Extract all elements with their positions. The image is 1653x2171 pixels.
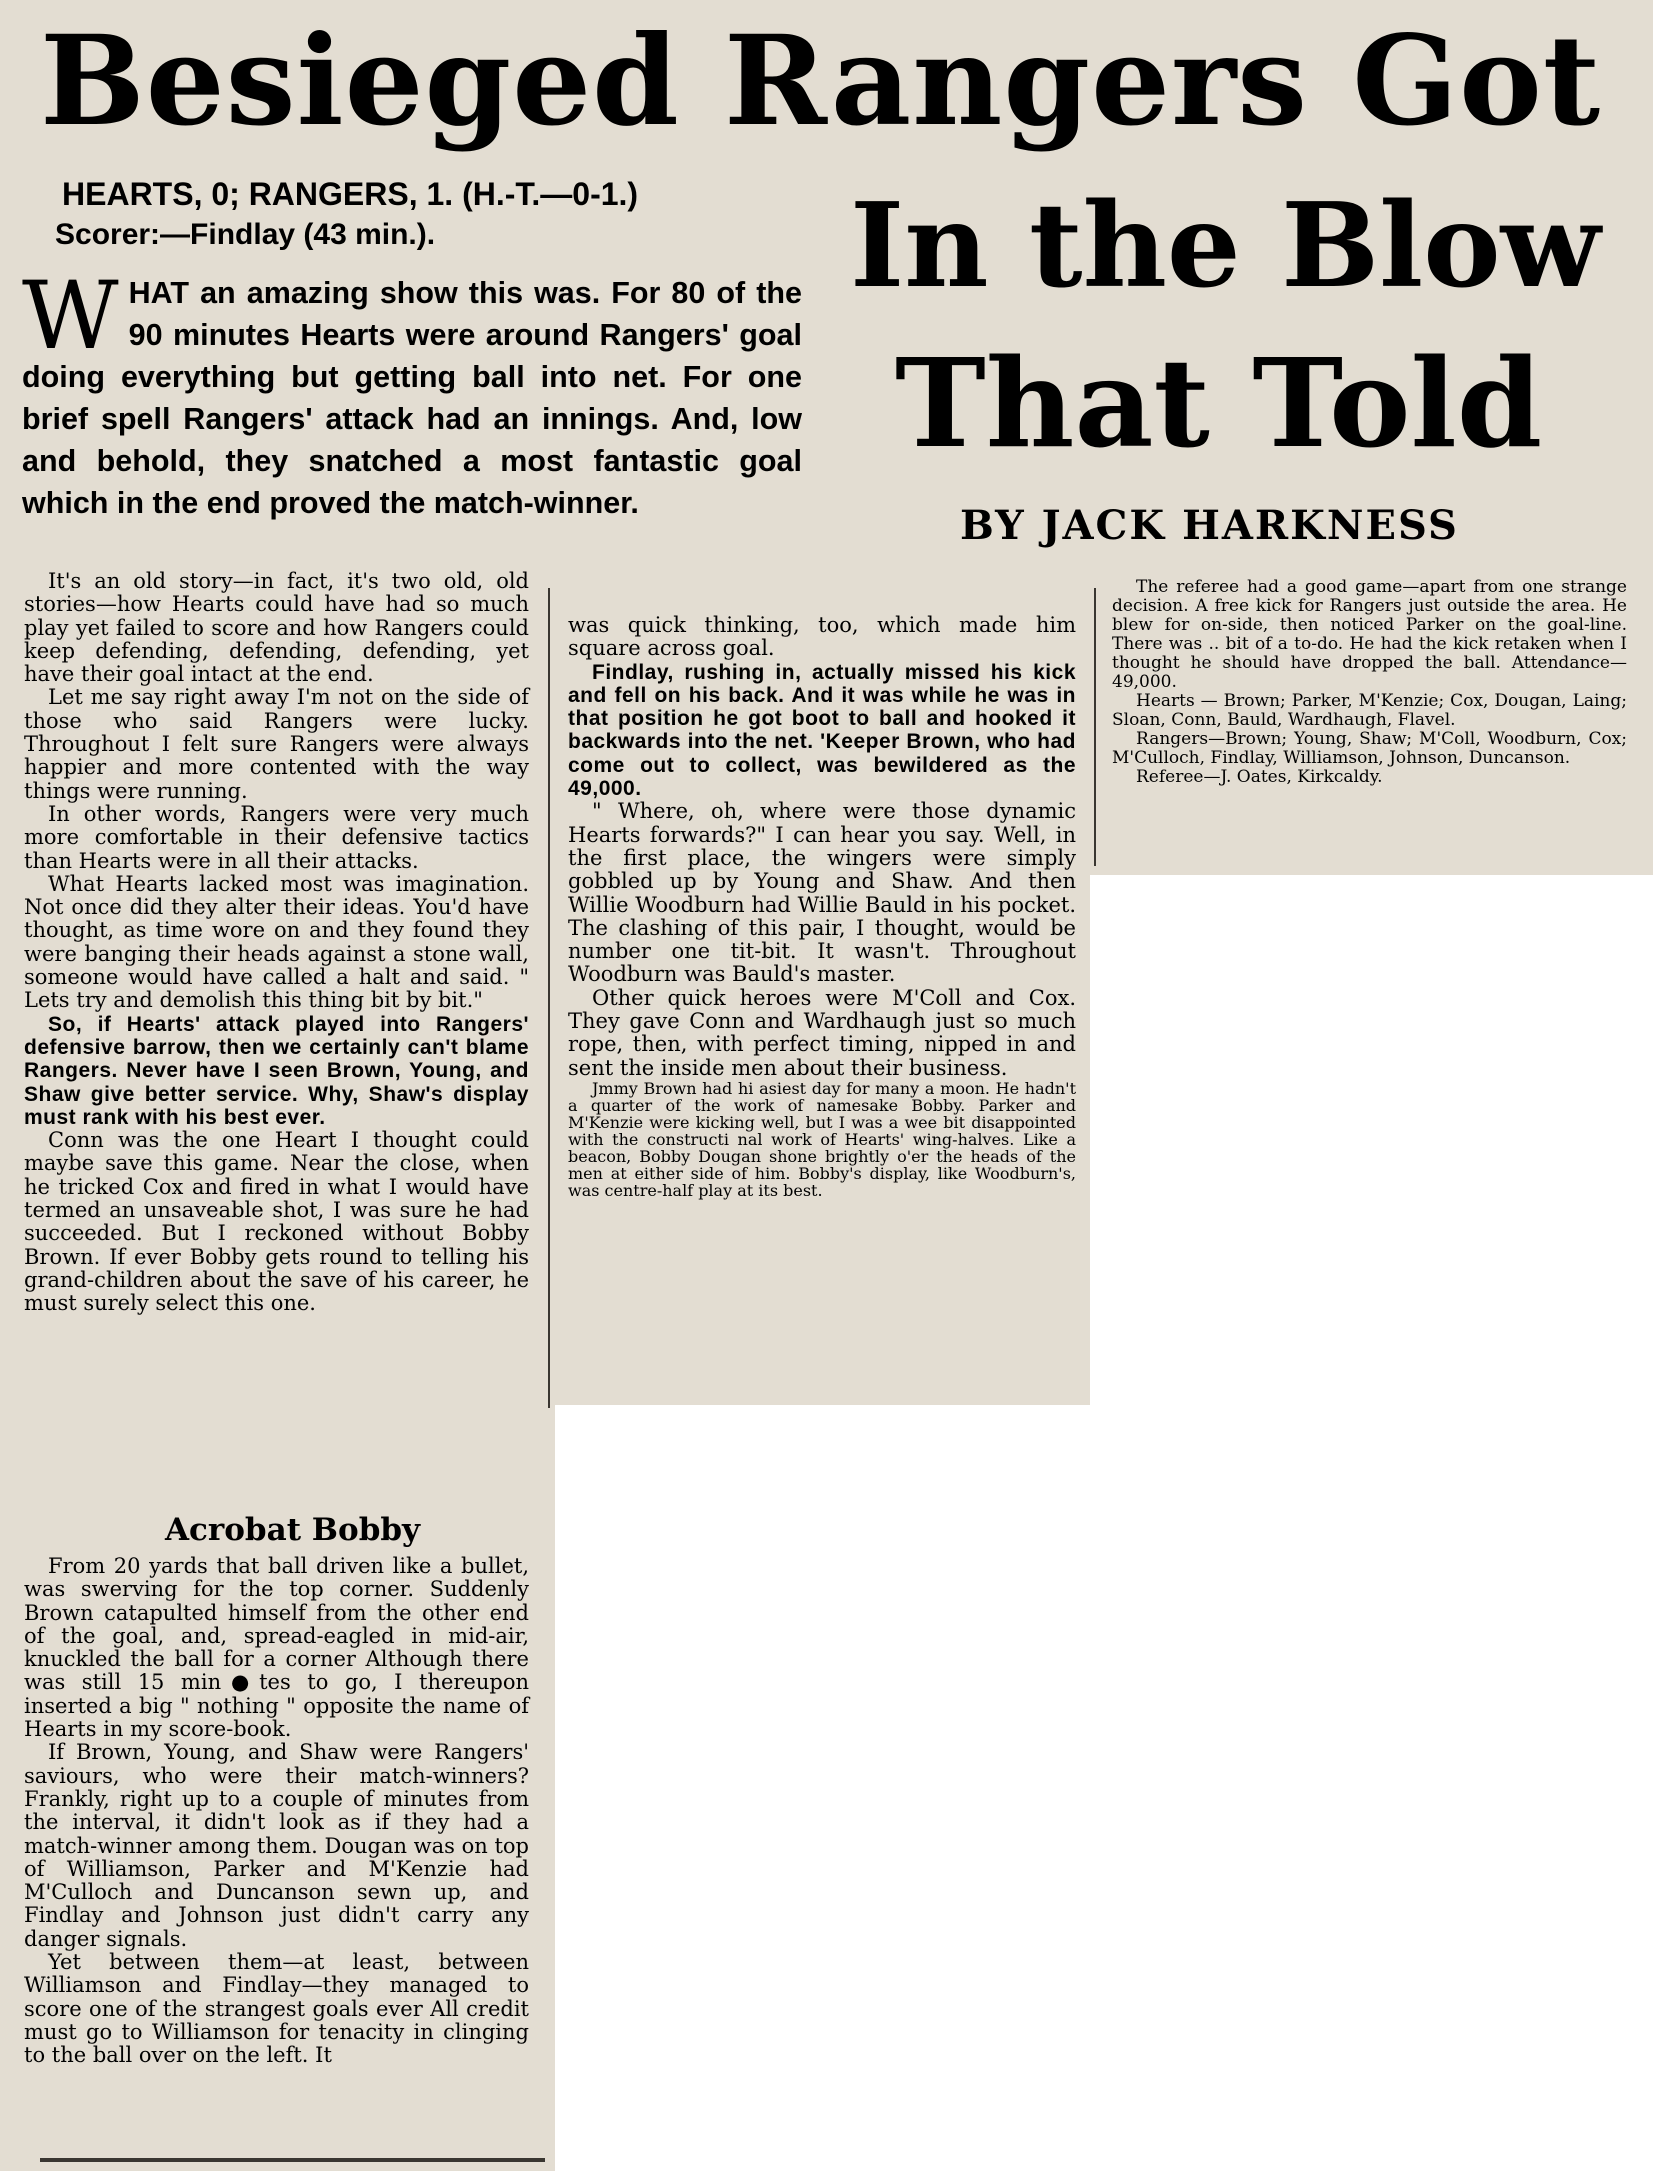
team-line-rangers: Rangers—Brown; Young, Shaw; M'Coll, Woodburn, Cox; M'Culloch, Findlay, Williamson, Johnson, Duncanson. xyxy=(1112,729,1627,768)
headline-line-3: That Told xyxy=(895,331,1543,475)
column-divider xyxy=(548,588,550,1408)
paragraph: was quick thinking, too, which made him square across goal. xyxy=(568,613,1076,661)
drop-cap: W xyxy=(22,262,119,371)
score-line: HEARTS, 0; RANGERS, 1. (H.-T.—0-1.) xyxy=(62,176,639,212)
bottom-rule xyxy=(40,2158,545,2162)
referee-line: Referee—J. Oates, Kirkcaldy. xyxy=(1136,767,1383,787)
paragraph: Conn was the one Heart I thought could maybe save this game. Near the close, when he tricked Cox and fired in what I would have termed an unsaveable shot, I was sure he had succeeded. But I reckoned without Bobby Brown. If ever Bobby gets round to telling his grand-children about the save of his career, he must surely select this one. xyxy=(24,1128,529,1316)
column-3 xyxy=(1112,578,1627,787)
scorer-line: Scorer:—Findlay (43 min.). xyxy=(55,218,436,251)
paragraph: So, if Hearts' attack played into Rangers' defensive barrow, then we certainly can't blame Rangers. Never have I seen Brown, Young, and Shaw give better service. Why, Shaw's display must rank with his best ever. xyxy=(24,1012,529,1129)
lead-text: HAT an amazing show this was. For 80 of the 90 minutes Hearts were around Rangers' goal doing everything but getting ball into net. For one brief spell Rangers' attack had an innings. And, low and behold, they snatched a most fantastic goal which in the end proved the match-winner. xyxy=(22,276,802,520)
headline-line-1: Besieged Rangers Got xyxy=(40,9,1602,154)
team-line-hearts: Hearts — Brown; Parker, M'Kenzie; Cox, Dougan, Laing; Sloan, Conn, Bauld, Wardhaugh, Flavel. xyxy=(1112,691,1627,730)
paragraph: If Brown, Young, and Shaw were Rangers' saviours, who were their match-winners? Frankly, right up to a couple of minutes from the interval, it didn't look as if they had a match-winner among them. Dougan was on top of Williamson, Parker and M'Kenzie had M'Culloch and Duncanson sewn up, and Findlay and Johnson just didn't carry any danger signals. xyxy=(24,1740,529,1951)
paragraph: The referee had a good game—apart from one strange decision. A free kick for Rangers just outside the area. He blew for on-side, then noticed Parker on the goal-line. There was .. bit of a to-do. He had the kick retaken when I thought he should have dropped the ball. Attendance—49,000. xyxy=(1112,577,1627,692)
paragraph: Jmmy Brown had hi asiest day for many a moon. He hadn't a quarter of the work of namesake Bobby. Parker and M'Kenzie were kicking well, but I was a wee bit disappointed with the constructi nal work of Hearts' wing-halves. Like a beacon, Bobby Dougan shone brightly o'er the heads of the men at either side of him. Bobby's display, like Woodburn's, was centre-half play at its best. xyxy=(568,1078,1076,1200)
column-2 xyxy=(568,614,1076,1199)
paragraph: From 20 yards that ball driven like a bullet, was swerving for the top corner. Suddenly Brown catapulted himself from the other end of the goal, and, spread-eagled in mid-air, knuckled the ball for a corner Although there was still 15 min●tes to go, I thereupon inserted a big " nothing " opposite the name of Hearts in my score-book. xyxy=(24,1554,529,1742)
column-divider xyxy=(1094,588,1096,866)
paragraph: Let me say right away I'm not on the side of those who said Rangers were lucky. Throughout I felt sure Rangers were always happier and more contented with the way things were running. xyxy=(24,685,529,803)
byline: BY JACK HARKNESS xyxy=(960,502,1459,549)
paragraph: It's an old story—in fact, it's two old, old stories—how Hearts could have had so much play yet failed to score and how Rangers could keep defending, defending, defending, yet have their goal intact at the end. xyxy=(24,569,529,687)
sub-heading: Acrobat Bobby xyxy=(165,1512,421,1548)
lead-paragraph xyxy=(22,262,802,524)
column-1 xyxy=(24,570,529,1316)
paragraph: What Hearts lacked most was imagination. Not once did they alter their ideas. You'd have thought, as time wore on and they found they were banging their heads against a stone wall, someone would have called a halt and said. " Lets try and demolish this thing bit by bit." xyxy=(24,871,529,1013)
paragraph: In other words, Rangers were very much more comfortable in their defensive tactics than Hearts were in all their attacks. xyxy=(24,801,529,873)
paragraph: Findlay, rushing in, actually missed his kick and fell on his back. And it was while he was in that position he got boot to ball and hooked it backwards into the net. 'Keeper Brown, who had come out to collect, was bewildered as the 49,000. xyxy=(568,660,1076,801)
paragraph: Yet between them—at least, between Williamson and Findlay—they managed to score one of the strangest goals ever All credit must go to Williamson for tenacity in clinging to the ball over on the left. It xyxy=(24,1950,529,2068)
paragraph: " Where, oh, where were those dynamic Hearts forwards?" I can hear you say. Well, in the first place, the wingers were simply gobbled up by Young and Shaw. And then Willie Woodburn had Willie Bauld in his pocket. The clashing of this pair, I thought, would be number one tit-bit. It wasn't. Throughout Woodburn was Bauld's master. xyxy=(568,799,1076,987)
column-1-continued xyxy=(24,1555,529,2068)
paragraph: Other quick heroes were M'Coll and Cox. They gave Conn and Wardhaugh just so much rope, then, with perfect timing, nipped in and sent the inside men about their business. xyxy=(568,985,1076,1080)
headline-line-2: In the Blow xyxy=(850,178,1601,314)
